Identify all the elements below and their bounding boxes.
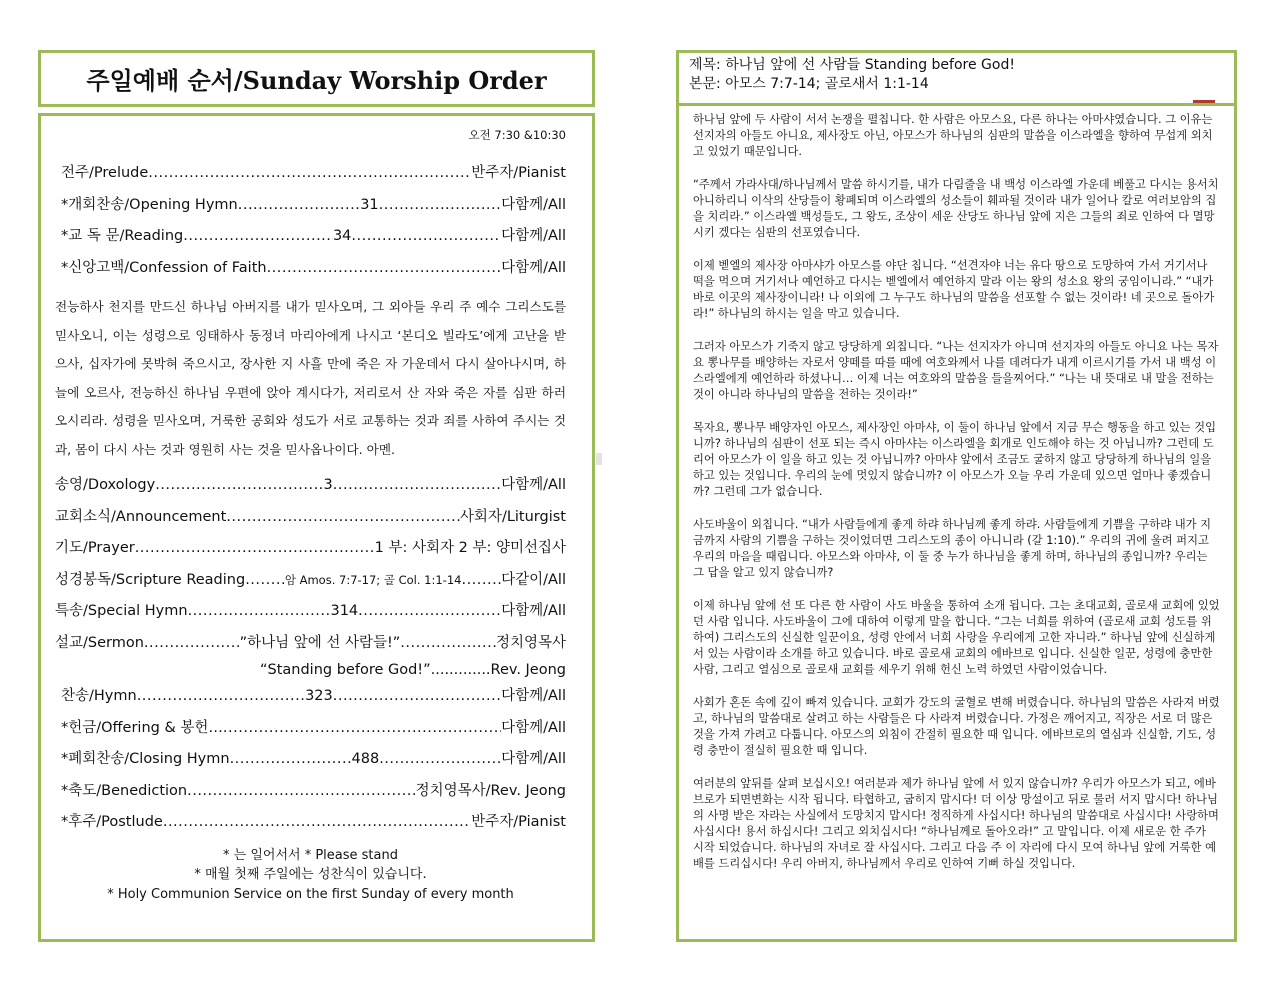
leader-dots <box>461 565 501 597</box>
order-item-label: 특송/Special Hymn <box>55 603 188 619</box>
order-item-row <box>55 807 566 839</box>
order-item-row <box>55 221 566 253</box>
order-item-detail: ”하나님 앞에 선 사람들!” <box>239 634 401 651</box>
order-item-label: *신앙고백/Confession of Faith <box>61 259 267 276</box>
leader-dots <box>155 470 323 502</box>
leader-dots <box>148 158 471 190</box>
order-item-row <box>55 190 566 222</box>
leader-dots <box>144 628 240 660</box>
order-item-detail: 314 <box>330 603 359 619</box>
order-item-leader: 정치영목사/Rev. Jeong <box>415 782 566 799</box>
leader-dots <box>226 502 460 534</box>
leader-dots <box>187 776 415 808</box>
leader-dots <box>379 744 501 776</box>
order-item-label: 찬송/Hymn <box>61 688 137 704</box>
order-item-leader: 반주자/Pianist <box>471 814 566 830</box>
notes <box>55 846 566 905</box>
worship-order-title-box <box>38 50 595 107</box>
leader-dots <box>267 253 502 285</box>
order-item-detail: 488 <box>351 751 380 767</box>
sermon-title: 제목: 하나님 앞에 선 사람들 Standing before God! <box>689 57 1015 73</box>
order-item-row <box>55 744 566 776</box>
sermon-english-row <box>55 659 566 681</box>
note-line: * 는 일어서서 * Please stand <box>223 847 398 863</box>
order-item-label: 기도/Prayer <box>55 540 135 556</box>
order-item-leader: 다같이/All <box>501 571 566 588</box>
order-item-row <box>55 158 566 190</box>
order-item-row <box>55 596 566 628</box>
order-item-leader: 다함께/All <box>501 688 566 704</box>
service-times: 오전 7:30 &10:30 <box>468 128 566 142</box>
order-item-label: *헌금/Offering & 봉헌… <box>61 719 223 736</box>
sermon-scripture: 본문: 아모스 7:7-14; 골로새서 1:1-14 <box>689 76 929 92</box>
order-item-label: 설교/Sermon <box>55 634 144 651</box>
order-item-leader: 1 부: 사회자 2 부: 양미선집사 <box>374 540 566 556</box>
order-item-row <box>55 776 566 808</box>
order-item-leader: 정치영목사 <box>495 634 566 651</box>
leader-dots <box>137 681 305 713</box>
sermon-paragraph: 여러분의 앞뒤를 살펴 보십시오! 여러분과 제가 하나님 앞에 서 있지 않습니까? 우리가 아모스가 되고, 에바브로가 되면변화는 시작 됩니다. 타협하고, 굽히지 맙시다! 더 이상 망설이고 뒤로 물러 서지 맙시다! 하나님의 사명 받은 자라는 사실에서 도망치지 맙시다! 정직하게 사십시다! 하나님의 말씀대로 사십시다! 사랑하며 사십시다! 용서 하십시다! 그리고 외치십시다! “하나님께로 돌아오라!” 고 말입니다. 이제 새로운 한 주가 시작 되었습니다. 하나님의 자녀로 잘 사십시다. 그리고 다음 주 이 자리에 다시 모여 하나님 앞에 거룩한 예배를 드리십시다! 우리 아버지, 하나님께서 우리로 인하여 기뻐 하실 것입니다. <box>693 777 1219 870</box>
leader-dots <box>163 807 471 839</box>
sermon-paragraph: 이제 벧엘의 제사장 아마샤가 아모스를 야단 칩니다. “선견자야 너는 유다 땅으로 도망하여 가서 거기서나 떡을 먹으며 거기서나 예언하고 다시는 벧엘에서 예언하지 말라 이는 왕의 성소요 왕의 궁임이니라.” “내가 바로 이곳의 제사장이니라! 나 이외에 그 누구도 하나님의 말씀을 선포할 수 없는 것이라! 네 곳으로 돌아가라!” 하나님의 하시는 일을 막고 있습니다. <box>693 259 1215 320</box>
order-item-label: 송영/Doxology <box>55 477 156 493</box>
sermon-paragraph: 그러자 아모스가 기죽지 않고 당당하게 외칩니다. “나는 선지자가 아니며 선지자의 아들도 아니요 나는 목자요 뽕나무를 배양하는 자로서 양떼를 따를 때에 여호와께서 나를 데려다가 내게 이르시기를 가서 내 백성 이스라엘에게 예언하라 하셨나니… 이제 너는 여호와의 말씀을 들을찌어다.” “나는 내 뜻대로 내 말을 전하는 것이 아니라 하나님의 말씀을 전하는 것이라!” <box>693 340 1219 401</box>
order-item-detail: 3 <box>323 477 333 493</box>
leader-dots <box>230 744 352 776</box>
leader-dots <box>333 470 501 502</box>
order-item-label: *개회찬송/Opening Hymn <box>61 196 238 213</box>
order-item-detail: 31 <box>360 196 379 213</box>
order-item-label: *후주/Postlude <box>61 814 163 830</box>
order-item-row <box>55 713 566 745</box>
order-item-leader: 다함께/All <box>501 751 566 767</box>
sermon-paragraph: 이제 하나님 앞에 선 또 다른 한 사람이 사도 바울을 통하여 소개 됩니다. 그는 초대교회, 골로새 교회에 있었던 사람 입니다. 사도바울이 그에 대하여 이렇게 말을 합니다. “그는 너희를 위하여 (골로새 교회 성도를 위하여) 그리스도의 신실한 일꾼이요, 성령 안에서 너희 사랑을 우리에게 고한 자니라.” 하나님 앞에 신실하게 서 있는 사람이라 소개를 하고 있습니다. 바로 골로새 교회의 에바브로 입니다. 신실한 일꾼, 성령에 충만한 사람, 그리고 열심으로 골로새 교회를 세우기 위해 헌신 노력 하였던 사람이었습니다. <box>693 599 1220 676</box>
sermon-english-title: “Standing before God!” <box>260 662 431 678</box>
order-item-row <box>55 470 566 502</box>
order-item-row <box>55 502 566 534</box>
order-item-row <box>55 628 566 660</box>
leader-dots <box>135 533 375 565</box>
order-item-detail: 34 <box>332 228 352 244</box>
sermon-english-preacher: Rev. Jeong <box>490 662 566 678</box>
order-item-leader: 다함께/All <box>501 719 566 736</box>
order-item-label: 성경봉독/Scripture Reading <box>55 571 246 588</box>
leader-dots <box>223 713 501 745</box>
order-item-label: *교 독 문/Reading <box>61 228 184 244</box>
sermon-header-box <box>676 50 1237 107</box>
order-item-row <box>55 681 566 713</box>
leader-dots <box>379 190 501 222</box>
leader-dots <box>183 221 333 253</box>
order-item-detail: 암 Amos. 7:7-17; 골 Col. 1:1-14 <box>284 572 462 587</box>
leader-dots <box>400 628 496 660</box>
sermon-paragraph: “주께서 가라사대/하나님께서 말씀 하시기를, 내가 다림줄을 내 백성 이스라엘 가운데 베풀고 다시는 용서치 아니하리니 이삭의 산당들이 황폐되며 이스라엘의 성소들이 훼파될 것이라 내가 일어나 칼로 여러보암의 집을 치리라.” 이스라엘 백성들도, 그 왕도, 조상이 세운 산당도 하나님 앞에 지은 그들의 죄로 인하여 다 멸망시키 겠다는 심판의 선포였습니다. <box>693 178 1219 239</box>
order-item-leader: 다함께/All <box>501 228 566 244</box>
sermon-body-box <box>676 103 1237 942</box>
order-item-leader: 반주자/Pianist <box>471 165 566 181</box>
order-item-row <box>55 565 566 597</box>
fold-mark <box>596 453 602 465</box>
leader-dots <box>333 681 501 713</box>
order-item-label: *폐회찬송/Closing Hymn <box>61 751 230 767</box>
order-items-after-creed <box>55 470 566 659</box>
order-items-before-creed <box>55 158 566 284</box>
note-line: * 매월 첫째 주일에는 성찬식이 있습니다. <box>194 867 427 882</box>
order-item-label: *축도/Benediction <box>61 782 188 799</box>
note-line: * Holy Communion Service on the first Sunday of every month <box>107 886 514 902</box>
order-item-leader: 사회자/Liturgist <box>459 508 566 525</box>
order-items-after-sermon <box>55 681 566 839</box>
sermon-text <box>693 112 1220 872</box>
order-item-leader: 다함께/All <box>501 259 566 276</box>
order-item-row <box>55 253 566 285</box>
leader-dots <box>358 596 501 628</box>
worship-order-box <box>38 113 595 942</box>
red-tab-mark <box>1193 100 1215 103</box>
leader-dots <box>351 221 501 253</box>
sermon-paragraph: 목자요, 뽕나무 배양자인 아모스, 제사장인 아마샤, 이 둘이 하나님 앞에서 지금 무슨 행동을 하고 있는 것입니까? 하나님의 심판이 선포 되는 즉시 아마샤는 이스라엘을 회개로 인도해야 하는 것 아닙니까? 그런데 도리어 아모스가 이 일을 하고 있는 것 아닙니까? 아마샤 앞에서 조금도 굴하지 않고 당당하게 하나님의 일을 하고 있는 것입니다. 우리의 눈에 멋있지 않습니까? 이 아모스가 오늘 우리 가운데 있으면 얼마나 좋겠습니까? 그런데 그가 없습니다. <box>693 421 1216 498</box>
confession-of-faith-text: 전능하사 천지를 만드신 하나님 아버지를 내가 믿사오며, 그 외아들 우리 주 예수 그리스도를 믿사오니, 이는 성령으로 잉태하사 동정녀 마리아에게 나시고 ‘본디오 빌라도’에게 고난을 받으사, 십자가에 못박혀 죽으시고, 장사한 지 사흘 만에 죽은 자 가운데서 다시 살아나시며, 하늘에 오르사, 전능하신 하나님 우편에 앉아 계시다가, 저리로서 산 자와 죽은 자를 심판 하러 오시리라. 성령을 믿사오며, 거룩한 공회와 성도가 서로 교통하는 것과 죄를 사하여 주시는 것과, 몸이 다시 사는 것과 영원히 사는 것을 믿사옵나이다. 아멘. <box>55 299 566 457</box>
leader-dots <box>238 190 360 222</box>
order-item-leader: 다함께/All <box>501 196 566 213</box>
order-item-detail: 323 <box>305 688 333 704</box>
leader-dots <box>245 565 285 597</box>
order-item-leader: 다함께/All <box>501 477 566 493</box>
leader-dots <box>188 596 331 628</box>
sermon-paragraph: 사회가 혼돈 속에 깊이 빠져 있습니다. 교회가 강도의 굴혈로 변해 버렸습니다. 하나님의 말씀은 사라져 버렸고, 하나님의 말씀대로 살려고 하는 사람들은 다 사라져 버렸습니다. 가정은 깨어지고, 직장은 서로 더 많은 것을 가져 가려고 다툽니다. 아모스의 외침이 간절히 필요한 때 입니다. 에바브로의 열심과 신실함, 기도, 성령 충만이 절실히 필요한 때 입니다. <box>693 696 1220 757</box>
order-item-label: 교회소식/Announcement <box>55 508 227 525</box>
order-item-leader: 다함께/All <box>501 603 566 619</box>
leader-dots <box>431 659 491 681</box>
worship-order-title: 주일예배 순서/Sunday Worship Order <box>86 66 547 95</box>
order-item-row <box>55 533 566 565</box>
sermon-paragraph: 하나님 앞에 두 사람이 서서 논쟁을 펼칩니다. 한 사람은 아모스요, 다른 하나는 아마샤였습니다. 그 이유는 선지자의 아들도 아니요, 제사장도 아닌, 아모스가 하나님의 심판의 말씀을 이스라엘을 향하여 무섭게 외치고 있었기 때문입니다. <box>693 113 1213 158</box>
sermon-paragraph: 사도바울이 외칩니다. “내가 사람들에게 좋게 하랴 하나님께 좋게 하랴. 사람들에게 기쁨을 구하랴 내가 지금까지 사람의 기쁨을 구하는 것이었더면 그리스도의 종이 아니니라 (갈 1:10).” 우리의 귀에 울려 퍼지고 우리의 마음을 때립니다. 아모스와 아마샤, 이 둘 중 누가 하나님을 좋게 하며, 하나님의 종입니까? 우리는 그 답을 알고 있지 않습니까? <box>693 518 1212 579</box>
order-item-label: 전주/Prelude <box>61 165 149 181</box>
